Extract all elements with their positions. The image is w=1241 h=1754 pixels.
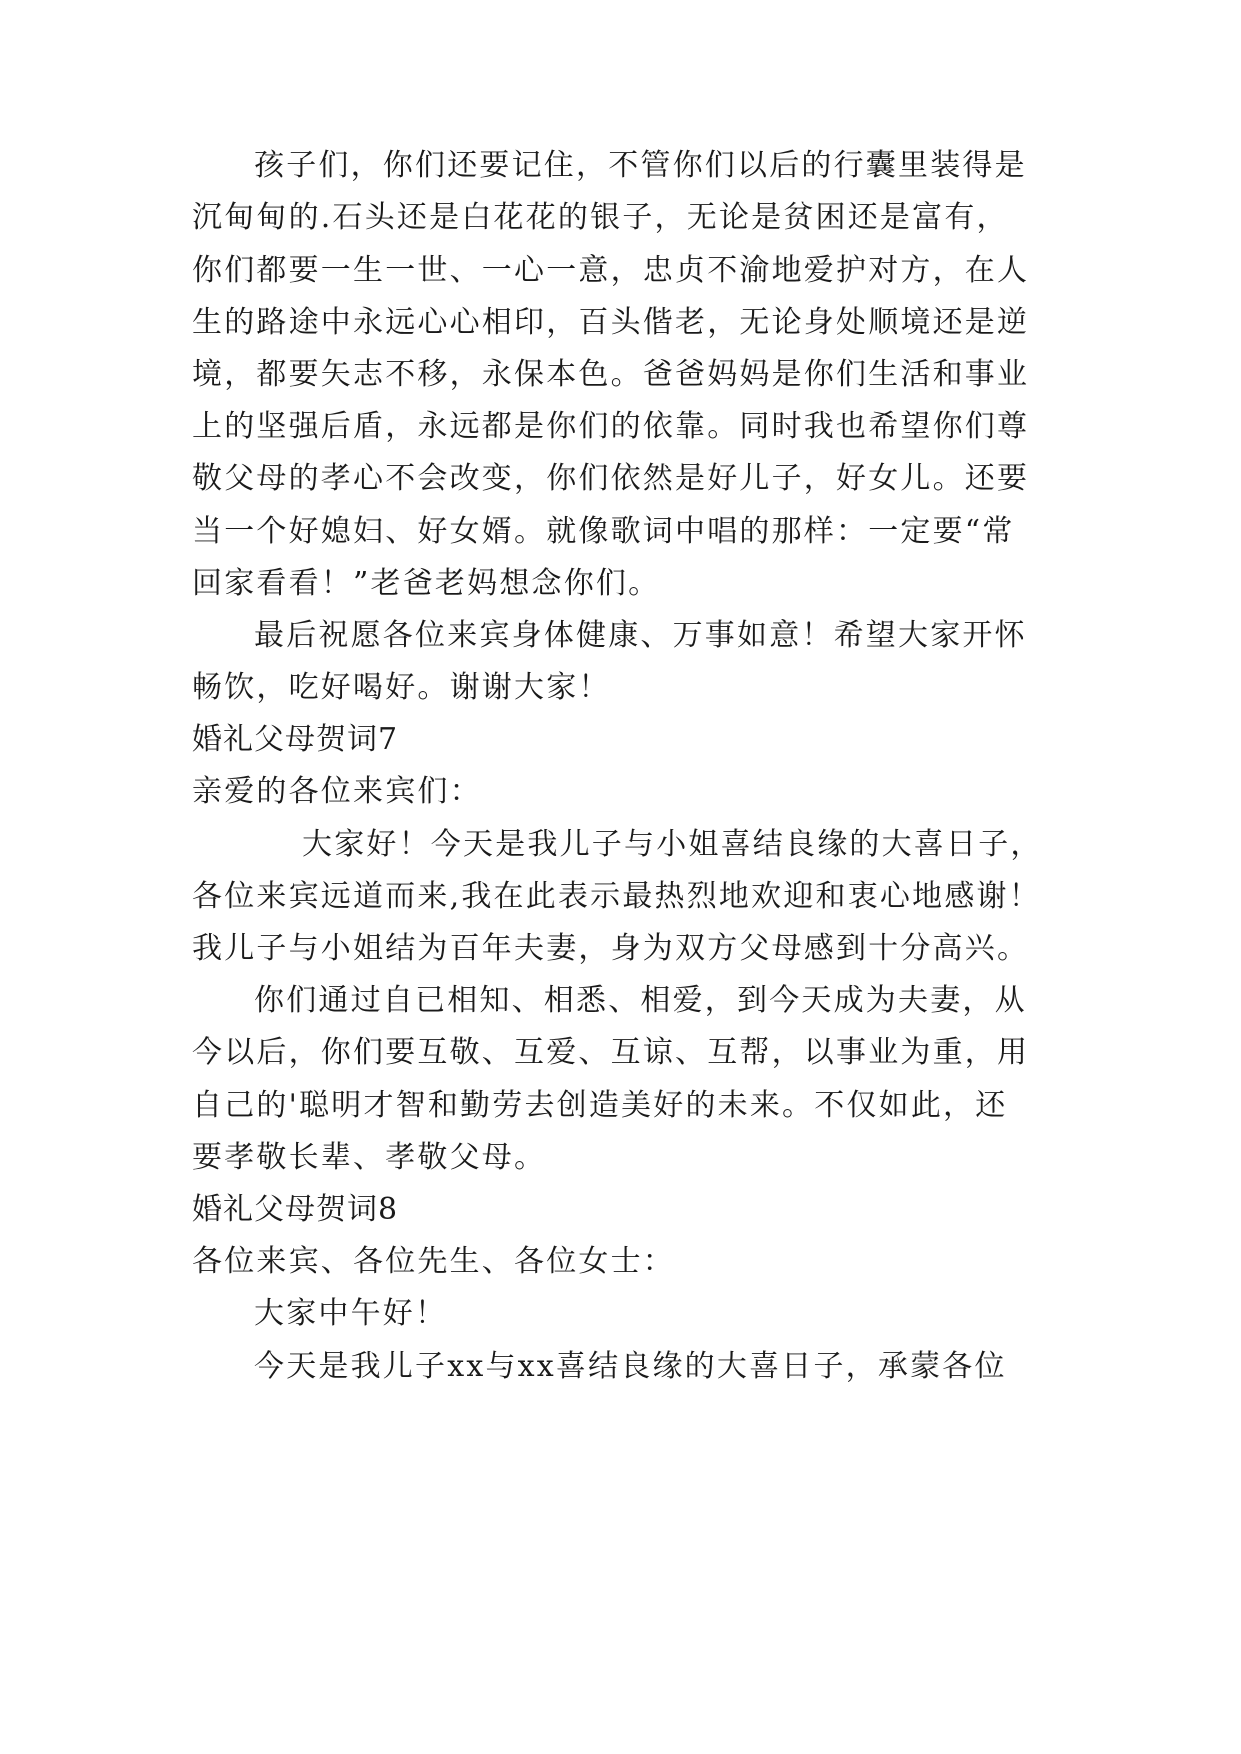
- paragraph-line: 境，都要矢志不移，永保本色。爸爸妈妈是你们生活和事业: [192, 357, 1030, 392]
- paragraph-line: 回家看看！”老爸老妈想念你们。: [192, 566, 661, 601]
- paragraph-line: 孩子们，你们还要记住，不管你们以后的行囊里装得是: [254, 148, 1027, 183]
- section-heading: 婚礼父母贺词8: [192, 1192, 399, 1227]
- paragraph-line: 上的坚强后盾，永远都是你们的依靠。同时我也希望你们尊: [192, 409, 1030, 444]
- paragraph-line: 各位来宾远道而来,我在此表示最热烈地欢迎和衷心地感谢！: [192, 879, 1041, 914]
- paragraph-line: 畅饮，吃好喝好。谢谢大家！: [192, 670, 611, 705]
- paragraph-line: 我儿子与小姐结为百年夫妻，身为双方父母感到十分高兴。: [192, 931, 1030, 966]
- paragraph-line: 今天是我儿子xx与xx喜结良缘的大喜日子，承蒙各位: [254, 1349, 1007, 1384]
- paragraph-line: 生的路途中永远心心相印，百头偕老，无论身处顺境还是逆: [192, 305, 1030, 340]
- paragraph-line: 今以后，你们要互敬、互爱、互谅、互帮，以事业为重，用: [192, 1035, 1030, 1070]
- paragraph-line: 你们通过自已相知、相悉、相爱，到今天成为夫妻，从: [254, 983, 1027, 1018]
- paragraph-line: 要孝敬长辈、孝敬父母。: [192, 1140, 547, 1175]
- paragraph-line: 敬父母的孝心不会改变，你们依然是好儿子，好女儿。还要: [192, 461, 1030, 496]
- paragraph-line: 沉甸甸的.石头还是白花花的银子，无论是贫困还是富有，: [192, 200, 1009, 235]
- paragraph-line: 最后祝愿各位来宾身体健康、万事如意！希望大家开怀: [254, 618, 1027, 653]
- salutation-line: 亲爱的各位来宾们：: [192, 774, 482, 809]
- paragraph-line: 自己的'聪明才智和勤劳去创造美好的未来。不仅如此，还: [192, 1088, 1008, 1123]
- salutation-line: 各位来宾、各位先生、各位女士：: [192, 1244, 675, 1279]
- paragraph-line: 大家好！今天是我儿子与小姐喜结良缘的大喜日子，: [302, 827, 1043, 862]
- section-heading: 婚礼父母贺词7: [192, 722, 399, 757]
- paragraph-line: 你们都要一生一世、一心一意，忠贞不渝地爱护对方，在人: [192, 253, 1030, 288]
- greeting-line: 大家中午好！: [254, 1296, 448, 1331]
- paragraph-line: 当一个好媳妇、好女婿。就像歌词中唱的那样：一定要“常: [192, 514, 1015, 549]
